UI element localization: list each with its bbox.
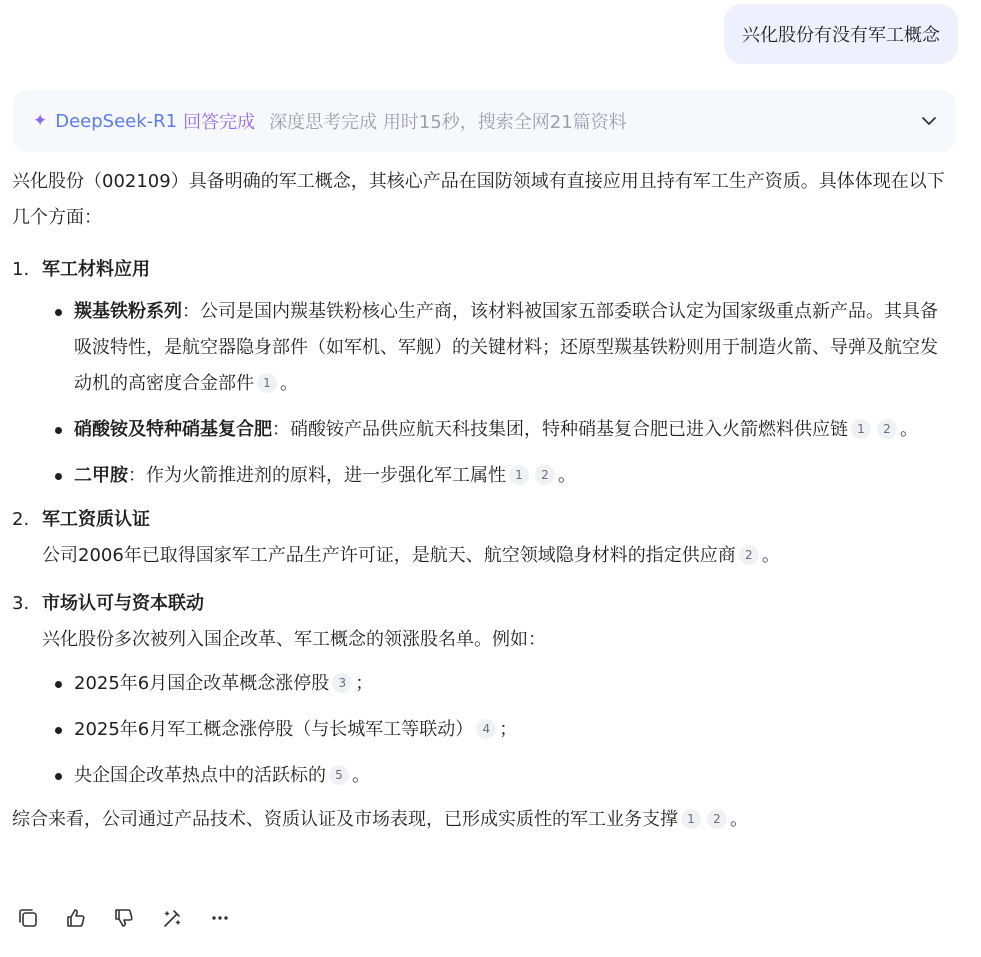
item-text: 2025年6月军工概念涨停股（与长城军工等联动） [74, 719, 474, 740]
section-list [12, 666, 947, 794]
list-item [12, 758, 947, 794]
user-message-bubble [724, 4, 958, 64]
item-text: 2025年6月国企改革概念涨停股 [74, 673, 330, 694]
more-icon[interactable] [208, 906, 232, 930]
item-text: ：作为火箭推进剂的原料，进一步强化军工属性 [128, 465, 506, 486]
punctuation: 。 [730, 809, 748, 830]
punctuation: 。 [280, 373, 298, 394]
section-title: 市场认可与资本联动 [42, 593, 204, 614]
message-actions [16, 906, 232, 930]
section-body: 兴化股份多次被列入国企改革、军工概念的领涨股名单。例如： [42, 629, 546, 650]
section-title: 军工材料应用 [42, 259, 150, 280]
item-text: ：公司是国内羰基铁粉核心生产商，该材料被国家五部委联合认定为国家级重点新产品。其具备吸波特性，是航空器隐身部件（如军机、军舰）的关键材料；还原型羰基铁粉则用于制造火箭、导弹及航空发动机的高密度合金部件 [74, 301, 938, 394]
section-list [12, 294, 947, 494]
copy-icon[interactable] [16, 906, 40, 930]
sparkle-icon: ✦ [33, 111, 48, 131]
item-text: 央企国企改革热点中的活跃标的 [74, 765, 326, 786]
section-number: 1. [12, 259, 30, 280]
punctuation: 。 [900, 419, 918, 440]
item-title: 羰基铁粉系列 [74, 301, 182, 322]
section-body-text: 公司2006年已取得国家军工产品生产许可证，是航天、航空领域隐身材料的指定供应商 [42, 545, 736, 566]
punctuation: 。 [558, 465, 576, 486]
citation-badge[interactable]: 4 [476, 719, 496, 739]
answer-status: 回答完成 [183, 112, 256, 133]
thumbs-down-icon[interactable] [112, 906, 136, 930]
citation-badge[interactable]: 2 [877, 419, 897, 439]
list-item [12, 412, 947, 448]
user-message-text: 兴化股份有没有军工概念 [742, 25, 940, 46]
list-item [12, 666, 947, 702]
citation-badge[interactable]: 2 [707, 809, 727, 829]
citation-badge[interactable]: 2 [535, 465, 555, 485]
punctuation: ； [499, 719, 518, 740]
section-heading [12, 502, 947, 538]
chevron-down-icon[interactable] [920, 112, 938, 130]
section-title: 军工资质认证 [42, 509, 150, 530]
section-body [12, 538, 947, 574]
section-heading [12, 586, 947, 622]
thinking-status-bar[interactable] [13, 90, 956, 152]
section-number: 2. [12, 509, 30, 530]
section-heading [12, 252, 947, 288]
list-item [12, 712, 947, 748]
punctuation: 。 [352, 765, 370, 786]
answer-intro: 兴化股份（002109）具备明确的军工概念，其核心产品在国防领域有直接应用且持有军工生产资质。具体体现在以下几个方面： [12, 171, 945, 228]
thumbs-up-icon[interactable] [64, 906, 88, 930]
conclusion-text: 综合来看，公司通过产品技术、资质认证及市场表现，已形成实质性的军工业务支撑 [12, 809, 678, 830]
item-text: ：硝酸铵产品供应航天科技集团，特种硝基复合肥已进入火箭燃料供应链 [272, 419, 848, 440]
list-item [12, 294, 947, 402]
citation-badge[interactable]: 1 [257, 373, 277, 393]
answer-content [12, 164, 947, 838]
section-number: 3. [12, 593, 30, 614]
list-item [12, 458, 947, 494]
punctuation: ； [355, 673, 374, 694]
citation-badge[interactable]: 3 [332, 673, 352, 693]
citation-badge[interactable]: 2 [739, 545, 759, 565]
punctuation: 。 [761, 545, 780, 566]
item-title: 二甲胺 [74, 465, 128, 486]
regenerate-icon[interactable] [160, 906, 184, 930]
citation-badge[interactable]: 1 [681, 809, 701, 829]
citation-badge[interactable]: 5 [329, 765, 349, 785]
model-name: DeepSeek-R1 [55, 110, 178, 132]
thinking-detail: 深度思考完成 用时15秒，搜索全网21篇资料 [269, 112, 627, 133]
citation-badge[interactable]: 1 [509, 465, 529, 485]
answer-conclusion [12, 802, 947, 838]
item-title: 硝酸铵及特种硝基复合肥 [74, 419, 272, 440]
citation-badge[interactable]: 1 [851, 419, 871, 439]
